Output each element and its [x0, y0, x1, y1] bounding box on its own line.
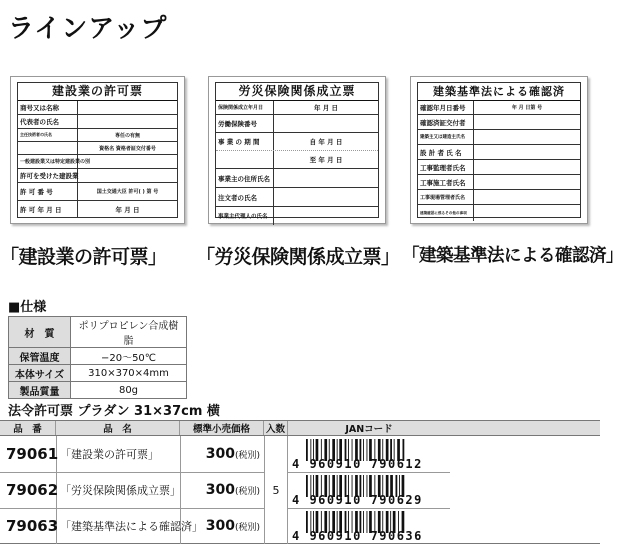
panel-row: 工事現場管理者氏名: [418, 190, 580, 205]
panel-rows: [216, 101, 378, 225]
spec-row: 保管温度 −20〜50℃: [9, 348, 187, 365]
header-price: 標準小売価格: [180, 421, 264, 435]
spec-row: 本体サイズ 310×370×4mm: [9, 365, 187, 382]
header-jan: JANコード: [345, 424, 393, 435]
quantity-cell: 5: [264, 436, 288, 544]
panel-captions: [0, 242, 623, 276]
jan-code: 4 960910 790612: [292, 457, 423, 471]
caption-construction-permit: 「建設業の許可票」: [0, 246, 167, 268]
panel-row: 商号又は名称: [18, 101, 177, 115]
barcode: [292, 511, 442, 541]
product-code: 79061: [6, 445, 59, 463]
panel-row: 至 年 月 日: [216, 151, 378, 169]
spec-heading: ■仕様: [8, 300, 47, 315]
product-table-header: [0, 420, 600, 436]
product-code: 79063: [6, 517, 59, 535]
panel-rows: [18, 101, 177, 217]
barcode: [292, 439, 442, 469]
product-name: 「建築基準法による確認済」: [60, 520, 203, 533]
panel-row: 事業主代理人の氏名: [216, 207, 378, 225]
caption-workers-comp: 「労災保険関係成立票」: [196, 246, 400, 268]
caption-building-confirmation: 「建築基準法による確認済」: [402, 246, 623, 266]
sign-panel-building-confirmation: [410, 76, 588, 224]
panel-row: 事 業 の 期 間 自 年 月 日: [216, 133, 378, 151]
panel-row: 工事監理者氏名: [418, 160, 580, 175]
sign-panel-workers-comp: [208, 76, 386, 224]
panel-row: 許可を受けた建設業: [18, 169, 177, 183]
table-row: [0, 508, 264, 544]
spec-row: 製品質量 80g: [9, 382, 187, 399]
product-table: [0, 420, 600, 544]
panel-row: 資格名 資格者証交付番号: [18, 142, 177, 155]
jan-code: 4 960910 790636: [292, 529, 423, 543]
product-code: 79062: [6, 481, 59, 499]
panel-row: 一般建設業又は特定建設業の別: [18, 155, 177, 169]
panel-row: 保険関係成立年月日 年 月 日: [216, 101, 378, 115]
product-heading: 法令許可票 プラダン 31×37cm 横: [8, 404, 220, 419]
spec-table: [8, 316, 187, 399]
header-qty: 入数: [264, 421, 288, 435]
header-name: 品 名: [56, 421, 180, 435]
sign-panel-construction-permit: [10, 76, 185, 224]
product-table-body: [0, 436, 600, 544]
barcode: [292, 475, 442, 505]
panel-title: 建設業の許可票: [18, 83, 177, 101]
panel-row: 建築主又は建造主氏名: [418, 130, 580, 145]
spec-row: 材 質 ポリプロピレン合成樹脂: [9, 317, 187, 348]
panel-rows: [418, 101, 580, 221]
panel-title: 建築基準法による確認済: [418, 83, 580, 101]
panel-row: 建築確認に係るその他の事項: [418, 205, 580, 221]
panel-row: 注文者の氏名: [216, 188, 378, 207]
panel-row: 許 可 年 月 日 年 月 日: [18, 201, 177, 217]
panel-row: 確認済証交付者: [418, 115, 580, 130]
header-code: 品 番: [0, 421, 56, 435]
product-name: 「建設業の許可票」: [60, 448, 159, 461]
panel-row: 確認年月日番号 年 月 日第 号: [418, 101, 580, 115]
product-price: 300(税別): [205, 446, 260, 462]
panel-row: 労働保険番号: [216, 115, 378, 133]
panel-title: 労災保険関係成立票: [216, 83, 378, 101]
table-row: [0, 436, 264, 472]
table-row: [0, 472, 264, 508]
panel-row: 代表者の氏名: [18, 115, 177, 129]
jan-code: 4 960910 790629: [292, 493, 423, 507]
panel-row: 事業主の住所氏名: [216, 169, 378, 188]
panel-row: 許 可 番 号 国土交通大臣 許可( ) 第 号: [18, 183, 177, 201]
panel-row: 設 計 者 氏 名: [418, 145, 580, 160]
panel-row: 主任技術者の氏名 専任の有無: [18, 129, 177, 142]
page-title: ラインアップ: [8, 14, 168, 44]
product-price: 300(税別): [205, 518, 260, 534]
product-name: 「労災保険関係成立票」: [60, 484, 181, 497]
panel-row: 工事施工者氏名: [418, 175, 580, 190]
product-price: 300(税別): [205, 482, 260, 498]
